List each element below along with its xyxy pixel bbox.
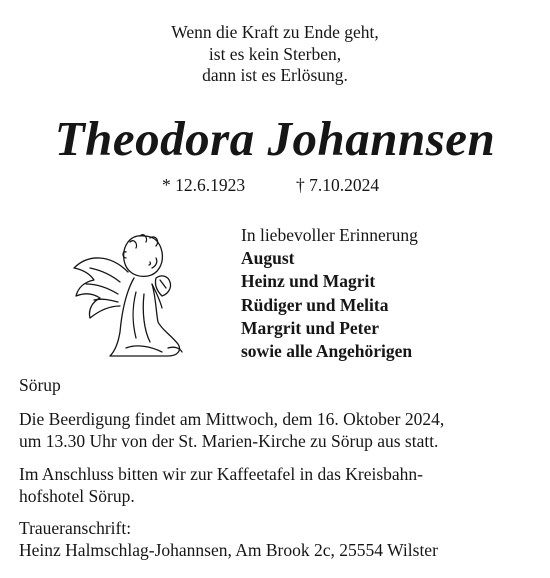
address-text: Heinz Halmschlag-Johannsen, Am Brook 2c, 25554 Wilster: [19, 540, 438, 560]
poem-line-1: Wenn die Kraft zu Ende geht,: [171, 22, 379, 42]
mourner-name: sowie alle Angehörigen: [241, 341, 413, 362]
poem-line-2: ist es kein Sterben,: [208, 43, 342, 64]
reception-line-2: hofshotel Sörup.: [19, 486, 135, 506]
mourner-name: Heinz und Magrit: [241, 271, 376, 292]
funeral-line-1: Die Beerdigung findet am Mittwoch, dem 16. Oktober 2024,: [19, 409, 445, 429]
place: Sörup: [19, 375, 61, 395]
mourner-name: Margrit und Peter: [241, 317, 380, 338]
funeral-line-2: um 13.30 Uhr von der St. Marien-Kirche zu Sörup aus statt.: [19, 431, 439, 451]
funeral-info: [19, 408, 534, 452]
mourning-address: [19, 517, 534, 561]
birth-date: * 12.6.1923: [162, 175, 246, 195]
address-label: Traueranschrift:: [19, 518, 132, 538]
death-date: † 7.10.2024: [296, 175, 380, 195]
mourner-name: Rüdiger und Melita: [241, 294, 389, 315]
memory-intro: In liebevoller Erinnerung: [241, 225, 418, 245]
deceased-name: Theodora Johannsen: [54, 111, 496, 166]
memory-list: [241, 224, 418, 363]
poem: [0, 22, 550, 87]
poem-line-3: dann ist es Erlösung.: [202, 65, 348, 85]
reception-line-1: Im Anschluss bitten wir zur Kaffeetafel in das Kreisbahn-: [19, 464, 424, 484]
reception-info: [19, 463, 534, 507]
mourner-name: August: [241, 248, 295, 269]
angel-icon: [70, 222, 190, 362]
